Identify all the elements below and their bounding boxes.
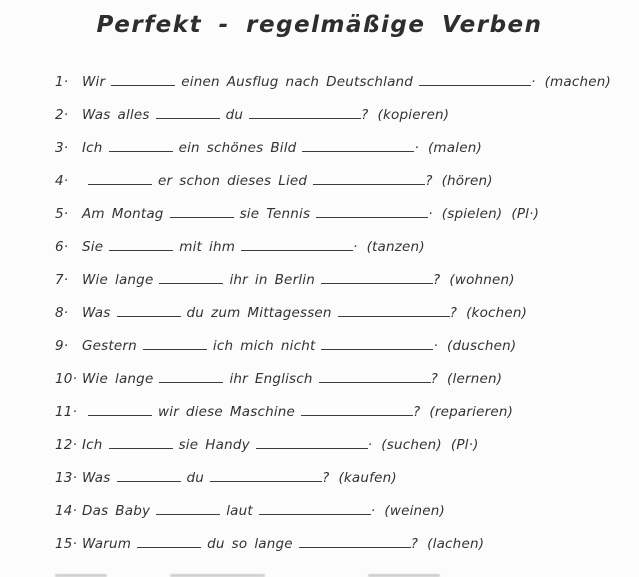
answer-blank [88,172,152,185]
row-number: 6· [55,239,69,255]
sentence-text: Am Montag [82,206,164,222]
answer-blank [88,403,152,416]
answer-blank [241,238,353,251]
exercise-row [55,495,627,528]
sentence-text: ihr Englisch [229,371,313,387]
answer-blank [259,502,371,515]
plural-hint: (Pl·) [511,206,540,222]
answer-blank [156,106,220,119]
end-punctuation: · [370,503,376,519]
answer-blank [256,436,368,449]
sentence-text: er schon dieses Lied [158,173,308,189]
answer-blank [143,337,207,350]
sentence-text: sie Handy [178,437,250,453]
exercise-row [55,264,627,297]
answer-blank [156,502,220,515]
sentence-text: du [225,107,244,123]
verb-hint: (wohnen) [449,272,515,288]
sentence-text: einen Ausflug nach Deutschland [181,74,414,90]
row-number: 12· [55,437,78,453]
verb-hint: (lernen) [447,371,503,387]
sentence-text: du so lange [207,536,293,552]
end-punctuation: ? [432,272,441,288]
verb-hint: (tanzen) [366,239,425,255]
answer-blank [109,139,173,152]
end-punctuation: · [531,74,536,90]
end-punctuation: ? [361,107,369,123]
exercise-row [55,396,627,429]
row-number: 5· [55,206,69,222]
verb-hint: (malen) [427,140,482,156]
verb-hint: (kochen) [466,305,528,321]
row-number: 7· [55,272,69,288]
exercise-list [55,66,627,561]
sentence-text: Sie [82,239,104,255]
sentence-text: Ich [82,437,103,453]
sentence-text: Wir [82,74,106,90]
verb-hint: (hören) [441,173,493,189]
exercise-row [55,528,627,561]
exercise-row [55,231,627,264]
answer-blank [210,469,322,482]
row-number: 9· [55,338,69,354]
answer-blank [419,73,531,86]
answer-blank [301,403,413,416]
answer-blank [117,304,181,317]
answer-blank [170,205,234,218]
row-number: 13· [55,470,78,486]
plural-hint: (Pl·) [450,437,479,453]
answer-blank [109,238,173,251]
verb-hint: (duschen) [446,338,517,354]
row-number: 10· [55,371,78,387]
sentence-text: Das Baby [82,503,151,519]
exercise-row [55,297,627,330]
sentence-text: ein schönes Bild [178,140,297,156]
answer-blank [302,139,414,152]
sentence-text: du zum Mittagessen [186,305,332,321]
exercise-row [55,330,627,363]
sentence-text: Wie lange [82,272,154,288]
exercise-row [55,132,627,165]
verb-hint: (kopieren) [377,107,450,123]
end-punctuation: ? [410,536,419,552]
exercise-row [55,165,627,198]
answer-blank [137,535,201,548]
answer-blank [159,271,223,284]
end-punctuation: ? [430,371,439,387]
exercise-row [55,99,627,132]
sentence-text: laut [226,503,253,519]
answer-blank [321,337,433,350]
answer-blank [109,436,173,449]
answer-blank [117,469,181,482]
end-punctuation: ? [322,470,330,486]
sentence-text: Ich [82,140,103,156]
row-number: 2· [55,107,69,123]
end-punctuation: · [414,140,419,156]
verb-hint: (kaufen) [338,470,397,486]
sentence-text: sie Tennis [239,206,311,222]
answer-blank [338,304,450,317]
verb-hint: (spielen) [441,206,503,222]
exercise-row [55,66,627,99]
row-number: 11· [55,404,78,420]
verb-hint: (weinen) [384,503,446,519]
worksheet-title: Perfekt - regelmäßige Verben [96,12,543,38]
sentence-text: du [186,470,205,486]
sentence-text: mit ihm [179,239,236,255]
exercise-row [55,429,627,462]
row-number: 1· [55,74,69,90]
row-number: 3· [55,140,69,156]
answer-blank [159,370,223,383]
verb-hint: (lachen) [427,536,485,552]
answer-blank [319,370,431,383]
row-number: 4· [55,173,69,189]
end-punctuation: · [433,338,438,354]
row-number: 14· [55,503,78,519]
sentence-text: Warum [82,536,132,552]
answer-blank [249,106,361,119]
answer-blank [316,205,428,218]
sentence-text: Was [82,305,111,321]
sentence-text: wir diese Maschine [158,404,296,420]
end-punctuation: · [353,239,358,255]
sentence-text: Gestern [82,338,137,354]
verb-hint: (suchen) [381,437,442,453]
sentence-text: Was [82,470,111,486]
end-punctuation: · [367,437,373,453]
end-punctuation: ? [449,305,458,321]
sentence-text: Wie lange [82,371,154,387]
exercise-row [55,462,627,495]
end-punctuation: ? [425,173,433,189]
answer-blank [321,271,433,284]
sentence-text: Was alles [82,107,150,123]
sentence-text: ich mich nicht [212,338,316,354]
exercise-row [55,363,627,396]
end-punctuation: ? [413,404,421,420]
verb-hint: (reparieren) [429,404,514,420]
answer-blank [111,73,175,86]
verb-hint: (machen) [544,74,611,90]
answer-blank [299,535,411,548]
answer-blank [313,172,425,185]
row-number: 15· [55,536,78,552]
row-number: 8· [55,305,69,321]
sentence-text: ihr in Berlin [229,272,315,288]
end-punctuation: · [428,206,433,222]
exercise-row [55,198,627,231]
